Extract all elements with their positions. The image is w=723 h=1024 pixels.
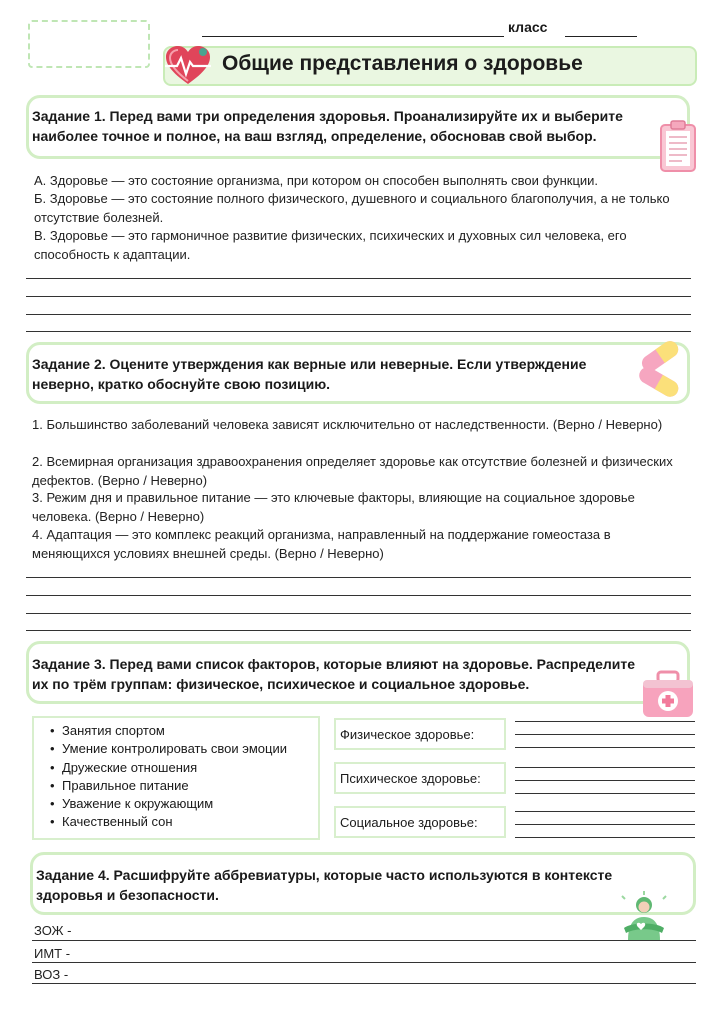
abbreviation-answer-line[interactable] [32, 962, 696, 963]
task2-answer-line[interactable] [26, 630, 691, 631]
mental-answer-line[interactable] [515, 793, 695, 794]
abbreviation-imt: ИМТ - [34, 946, 71, 961]
list-item: • Занятия спортом [50, 722, 287, 740]
task1-definition-c: В. Здоровье — это гармоничное развитие физических, психических и духовных сил человека, его способность к адаптации. [34, 228, 627, 262]
name-field-box[interactable] [28, 20, 150, 68]
task1-answer-line[interactable] [26, 296, 691, 297]
task1-answer-line[interactable] [26, 314, 691, 315]
task1-title: Задание 1. Перед вами три определения здоровья. Проанализируйте их и выберите наиболее точное и полное, на ваш взгляд, определение, обосновав свой выбор. [32, 108, 623, 144]
task2-answer-line[interactable] [26, 613, 691, 614]
task1-answer-line[interactable] [26, 331, 691, 332]
student-name-line[interactable] [202, 36, 504, 37]
list-item: • Правильное питание [50, 777, 287, 795]
physical-health-label: Физическое здоровье: [334, 718, 506, 750]
physical-answer-line[interactable] [515, 734, 695, 735]
abbreviation-zozh: ЗОЖ - [34, 923, 72, 938]
pills-icon [630, 338, 688, 398]
list-item: • Качественный сон [50, 813, 287, 831]
abbreviation-answer-line[interactable] [32, 940, 696, 941]
task2-statement-2: 2. Всемирная организация здравоохранения определяет здоровье как отсутствие болезней и физических дефектов. (Верно / Неверно) [32, 454, 673, 488]
task2-statement-1: 1. Большинство заболеваний человека зависят исключительно от наследственности. (Верно / Неверно) [32, 417, 663, 432]
task1-answer-line[interactable] [26, 278, 691, 279]
abbreviation-answer-line[interactable] [32, 983, 696, 984]
social-answer-line[interactable] [515, 824, 695, 825]
list-item: • Уважение к окружающим [50, 795, 287, 813]
page-title: Общие представления о здоровье [222, 52, 583, 75]
first-aid-kit-icon [640, 670, 696, 720]
mental-answer-line[interactable] [515, 767, 695, 768]
task3-title: Задание 3. Перед вами список факторов, которые влияют на здоровье. Распределите их по трём группам: физическое, психическое и социальное здоровье. [32, 656, 636, 692]
heart-pulse-icon [163, 44, 213, 88]
class-line[interactable] [565, 36, 637, 37]
abbreviation-voz: ВОЗ - [34, 967, 69, 982]
task1-definition-b: Б. Здоровье — это состояние полного физического, душевного и социального благополучия, а не только отсутствие болезней. [34, 191, 670, 225]
task4-title: Задание 4. Расшифруйте аббревиатуры, которые часто используются в контексте здоровья и безопасности. [36, 867, 613, 903]
task2-statement-3: 3. Режим дня и правильное питание — это ключевые факторы, влияющие на социальное здоровье человека. (Верно / Неверно) [32, 490, 635, 524]
list-item: • Дружеские отношения [50, 759, 287, 777]
social-answer-line[interactable] [515, 837, 695, 838]
physical-answer-line[interactable] [515, 721, 695, 722]
hugging-person-icon [614, 890, 674, 942]
factor-list [50, 722, 287, 832]
social-health-label: Социальное здоровье: [334, 806, 506, 838]
class-label: класс [508, 19, 548, 35]
task2-answer-line[interactable] [26, 577, 691, 578]
task2-answer-line[interactable] [26, 595, 691, 596]
task2-statement-4: 4. Адаптация — это комплекс реакций организма, направленный на поддержание гомеостаза в меняющихся условиях внешней среды. (Верно / Неверно) [32, 527, 611, 561]
task2-title: Задание 2. Оцените утверждения как верные или неверные. Если утверждение неверно, кратко обоснуйте свою позицию. [32, 356, 587, 392]
mental-answer-line[interactable] [515, 780, 695, 781]
mental-health-label: Психическое здоровье: [334, 762, 506, 794]
clipboard-icon [658, 119, 698, 173]
task1-definition-a: А. Здоровье — это состояние организма, при котором он способен выполнять свои функции. [34, 173, 599, 188]
physical-answer-line[interactable] [515, 747, 695, 748]
list-item: • Умение контролировать свои эмоции [50, 740, 287, 758]
social-answer-line[interactable] [515, 811, 695, 812]
